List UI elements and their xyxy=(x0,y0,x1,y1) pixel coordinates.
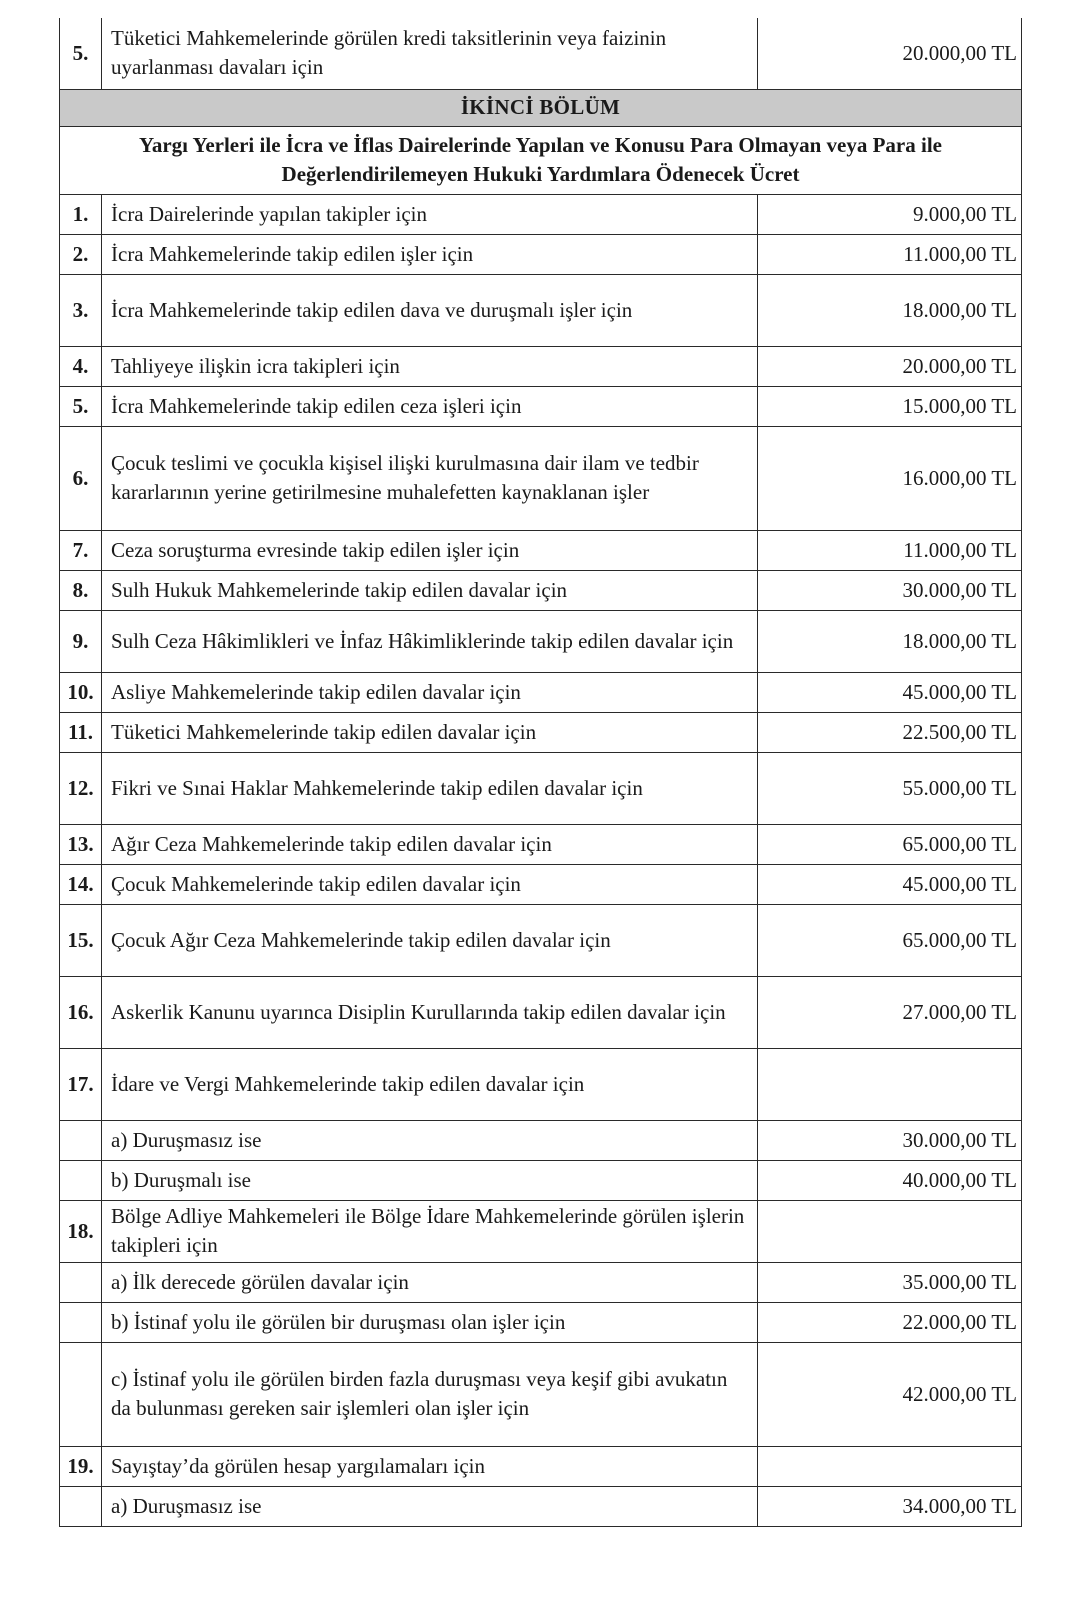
row-description: Askerlik Kanunu uyarınca Disiplin Kurullarında takip edilen davalar için xyxy=(102,976,758,1048)
row-description: Ceza soruşturma evresinde takip edilen işler için xyxy=(102,530,758,570)
row-amount: 18.000,00 TL xyxy=(758,610,1022,672)
table-row xyxy=(60,1200,1022,1262)
row-number: 13. xyxy=(60,824,102,864)
row-description: İcra Dairelerinde yapılan takipler için xyxy=(102,194,758,234)
row-number xyxy=(60,1160,102,1200)
row-amount xyxy=(758,1200,1022,1262)
row-number: 16. xyxy=(60,976,102,1048)
table-row xyxy=(60,530,1022,570)
row-number: 17. xyxy=(60,1048,102,1120)
row-description: İdare ve Vergi Mahkemelerinde takip edilen davalar için xyxy=(102,1048,758,1120)
table-row xyxy=(60,1160,1022,1200)
table-row xyxy=(60,1120,1022,1160)
row-description: Tahliyeye ilişkin icra takipleri için xyxy=(102,346,758,386)
row-description: a) Duruşmasız ise xyxy=(102,1486,758,1526)
row-number: 1. xyxy=(60,194,102,234)
section-subtitle-line-1: Yargı Yerleri ile İcra ve İflas Dairelerinde Yapılan ve Konusu Para Olmayan veya Para ile xyxy=(139,133,942,157)
row-amount: 45.000,00 TL xyxy=(758,672,1022,712)
row-amount: 16.000,00 TL xyxy=(758,426,1022,530)
section-title: İKİNCİ BÖLÜM xyxy=(60,89,1022,126)
row-amount: 20.000,00 TL xyxy=(758,346,1022,386)
row-number: 4. xyxy=(60,346,102,386)
row-amount: 15.000,00 TL xyxy=(758,386,1022,426)
row-number: 19. xyxy=(60,1446,102,1486)
row-number: 6. xyxy=(60,426,102,530)
section-subtitle xyxy=(60,126,1022,194)
row-description: Çocuk Ağır Ceza Mahkemelerinde takip edilen davalar için xyxy=(102,904,758,976)
section-title-row xyxy=(60,89,1022,126)
row-description: a) Duruşmasız ise xyxy=(102,1120,758,1160)
table-row xyxy=(60,1262,1022,1302)
row-amount: 11.000,00 TL xyxy=(758,234,1022,274)
table-row xyxy=(60,1048,1022,1120)
table-row xyxy=(60,1446,1022,1486)
row-description: Asliye Mahkemelerinde takip edilen davalar için xyxy=(102,672,758,712)
table-row xyxy=(60,386,1022,426)
row-description: Sulh Ceza Hâkimlikleri ve İnfaz Hâkimliklerinde takip edilen davalar için xyxy=(102,610,758,672)
tariff-rows xyxy=(60,194,1022,1526)
row-number xyxy=(60,1120,102,1160)
table-row xyxy=(60,570,1022,610)
row-number xyxy=(60,1302,102,1342)
row-amount: 22.000,00 TL xyxy=(758,1302,1022,1342)
row-description: a) İlk derecede görülen davalar için xyxy=(102,1262,758,1302)
row-amount: 34.000,00 TL xyxy=(758,1486,1022,1526)
row-amount xyxy=(758,1048,1022,1120)
row-description: İcra Mahkemelerinde takip edilen dava ve duruşmalı işler için xyxy=(102,274,758,346)
row-number: 5. xyxy=(60,386,102,426)
table-row xyxy=(60,274,1022,346)
table-row xyxy=(60,346,1022,386)
table-row xyxy=(60,610,1022,672)
row-description: c) İstinaf yolu ile görülen birden fazla duruşması veya keşif gibi avukatın da bulunması gereken sair işlemleri olan işler için xyxy=(102,1342,758,1446)
row-amount: 35.000,00 TL xyxy=(758,1262,1022,1302)
row-number: 7. xyxy=(60,530,102,570)
row-number xyxy=(60,1342,102,1446)
table-row xyxy=(60,18,1022,89)
row-number: 15. xyxy=(60,904,102,976)
section-subtitle-row xyxy=(60,126,1022,194)
table-row xyxy=(60,1486,1022,1526)
row-description: İcra Mahkemelerinde takip edilen ceza işleri için xyxy=(102,386,758,426)
row-number: 5. xyxy=(60,18,102,89)
table-row xyxy=(60,234,1022,274)
table-row xyxy=(60,904,1022,976)
row-number: 10. xyxy=(60,672,102,712)
row-description: Çocuk Mahkemelerinde takip edilen davalar için xyxy=(102,864,758,904)
row-description: İcra Mahkemelerinde takip edilen işler için xyxy=(102,234,758,274)
table-row xyxy=(60,976,1022,1048)
row-amount: 40.000,00 TL xyxy=(758,1160,1022,1200)
row-amount: 20.000,00 TL xyxy=(758,18,1022,89)
row-number: 14. xyxy=(60,864,102,904)
row-amount: 30.000,00 TL xyxy=(758,1120,1022,1160)
row-number: 18. xyxy=(60,1200,102,1262)
table-row xyxy=(60,824,1022,864)
row-number: 11. xyxy=(60,712,102,752)
row-description: Sulh Hukuk Mahkemelerinde takip edilen davalar için xyxy=(102,570,758,610)
row-description: Tüketici Mahkemelerinde görülen kredi taksitlerinin veya faizinin uyarlanması davaları için xyxy=(102,18,758,89)
table-row xyxy=(60,752,1022,824)
table-row xyxy=(60,1342,1022,1446)
section-subtitle-line-2: Değerlendirilemeyen Hukuki Yardımlara Ödenecek Ücret xyxy=(281,162,800,186)
row-description: Fikri ve Sınai Haklar Mahkemelerinde takip edilen davalar için xyxy=(102,752,758,824)
row-number: 2. xyxy=(60,234,102,274)
row-description: b) Duruşmalı ise xyxy=(102,1160,758,1200)
row-amount xyxy=(758,1446,1022,1486)
row-number: 12. xyxy=(60,752,102,824)
row-amount: 11.000,00 TL xyxy=(758,530,1022,570)
row-description: Çocuk teslimi ve çocukla kişisel ilişki kurulmasına dair ilam ve tedbir kararlarının yerine getirilmesine muhalefetten kaynaklanan işler xyxy=(102,426,758,530)
table-row xyxy=(60,1302,1022,1342)
row-number xyxy=(60,1486,102,1526)
row-amount: 65.000,00 TL xyxy=(758,824,1022,864)
table-row xyxy=(60,712,1022,752)
row-amount: 42.000,00 TL xyxy=(758,1342,1022,1446)
table-row xyxy=(60,426,1022,530)
row-number xyxy=(60,1262,102,1302)
row-amount: 27.000,00 TL xyxy=(758,976,1022,1048)
table-row xyxy=(60,672,1022,712)
row-description: Tüketici Mahkemelerinde takip edilen davalar için xyxy=(102,712,758,752)
row-description: b) İstinaf yolu ile görülen bir duruşması olan işler için xyxy=(102,1302,758,1342)
row-amount: 30.000,00 TL xyxy=(758,570,1022,610)
row-amount: 65.000,00 TL xyxy=(758,904,1022,976)
row-description: Bölge Adliye Mahkemeleri ile Bölge İdare Mahkemelerinde görülen işlerin takipleri için xyxy=(102,1200,758,1262)
fee-tariff-table xyxy=(59,18,1022,1527)
row-amount: 18.000,00 TL xyxy=(758,274,1022,346)
row-amount: 22.500,00 TL xyxy=(758,712,1022,752)
row-amount: 9.000,00 TL xyxy=(758,194,1022,234)
row-number: 3. xyxy=(60,274,102,346)
row-amount: 55.000,00 TL xyxy=(758,752,1022,824)
table-row xyxy=(60,864,1022,904)
table-row xyxy=(60,194,1022,234)
row-number: 8. xyxy=(60,570,102,610)
row-description: Sayıştay’da görülen hesap yargılamaları için xyxy=(102,1446,758,1486)
row-amount: 45.000,00 TL xyxy=(758,864,1022,904)
row-number: 9. xyxy=(60,610,102,672)
row-description: Ağır Ceza Mahkemelerinde takip edilen davalar için xyxy=(102,824,758,864)
